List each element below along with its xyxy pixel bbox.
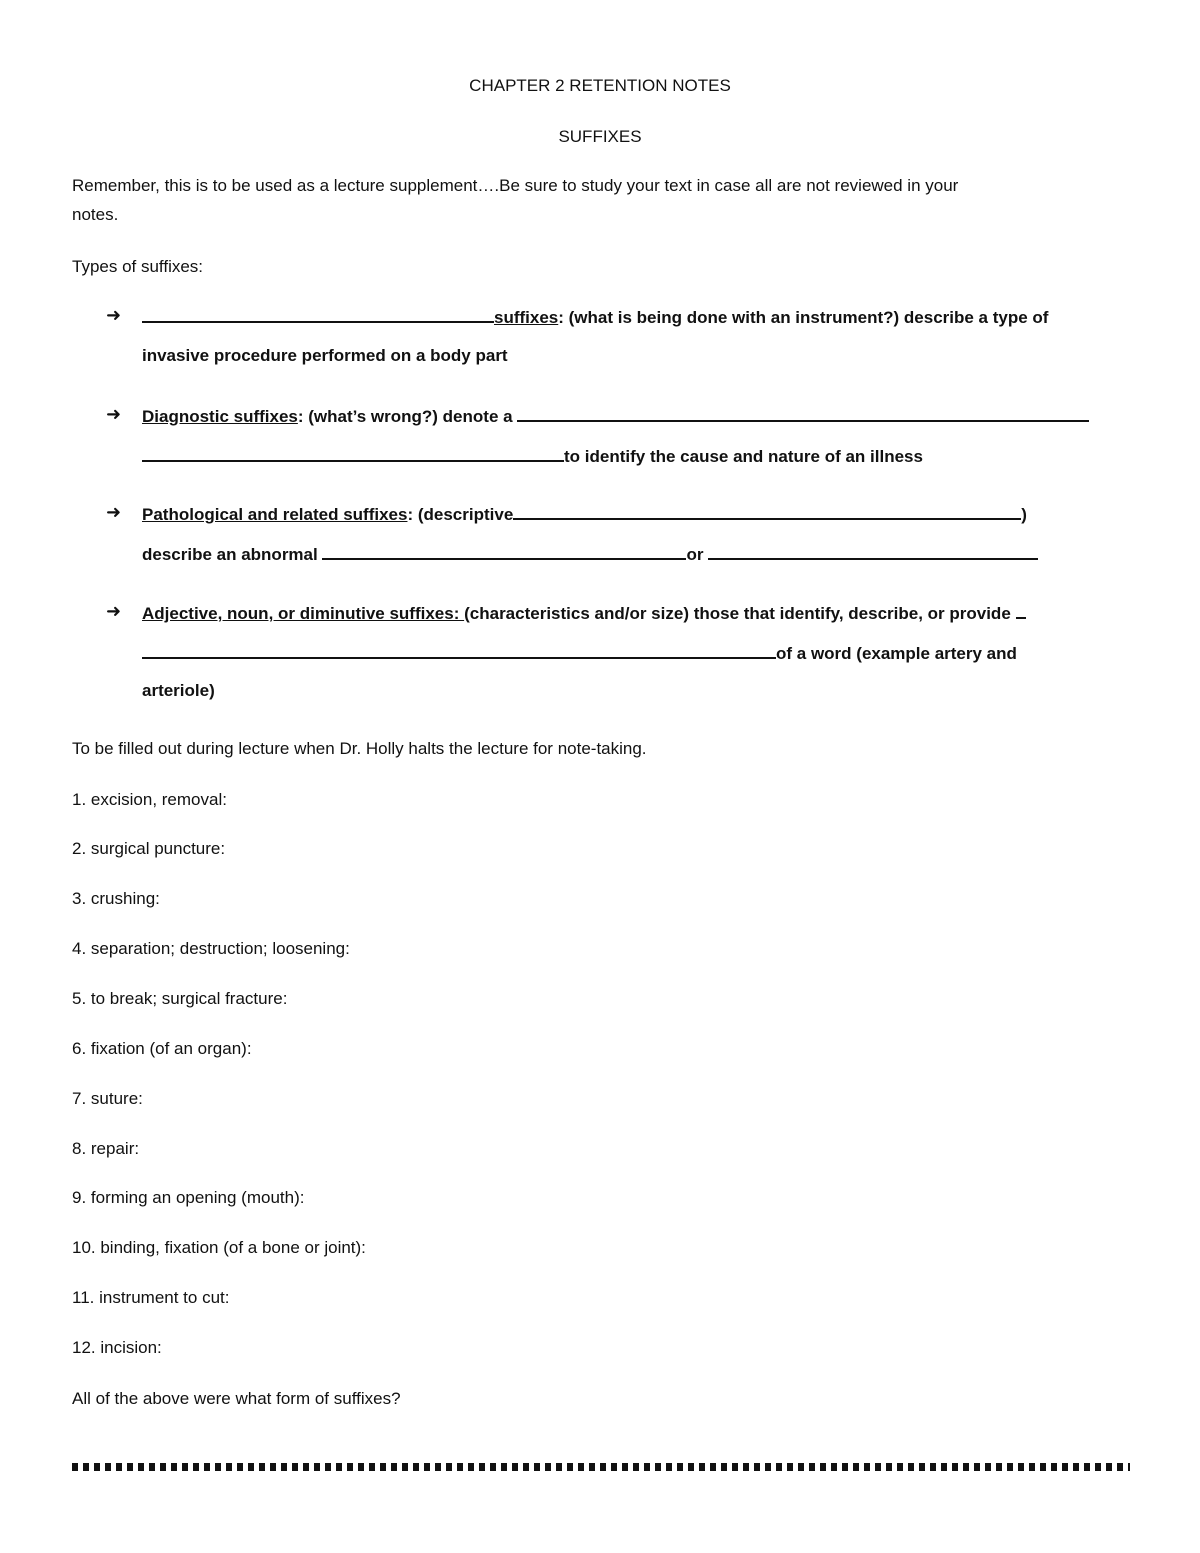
list-item: 7. suture: bbox=[72, 1089, 143, 1108]
right-arrow-icon: ➜ bbox=[106, 404, 122, 424]
right-arrow-icon: ➜ bbox=[106, 305, 122, 325]
right-arrow-icon: ➜ bbox=[106, 502, 122, 522]
bullet-3-close: ) bbox=[1021, 505, 1027, 524]
list-item: 3. crushing: bbox=[72, 889, 160, 908]
list-item: 8. repair: bbox=[72, 1139, 140, 1158]
list-item: 2. surgical puncture: bbox=[72, 839, 226, 858]
bullet-3-continuation: describe an abnormal bbox=[142, 545, 323, 564]
bullet-2-text: : (what’s wrong?) denote a bbox=[297, 407, 518, 426]
bullet-4-continuation: of a word (example artery and bbox=[776, 644, 1017, 663]
fill-blank[interactable] bbox=[142, 641, 776, 659]
fill-blank[interactable] bbox=[142, 305, 494, 323]
fill-blank[interactable] bbox=[322, 542, 686, 560]
bullet-4-label: Adjective, noun, or diminutive suffixes: bbox=[142, 604, 465, 623]
fill-blank[interactable] bbox=[142, 444, 564, 462]
bullet-3-or: or bbox=[686, 545, 709, 564]
fill-blank[interactable] bbox=[708, 542, 1038, 560]
intro-text-line-2: notes. bbox=[72, 205, 119, 224]
list-item: 5. to break; surgical fracture: bbox=[72, 989, 288, 1008]
bullet-3-label: Pathological and related suffixes bbox=[142, 505, 408, 524]
right-arrow-icon: ➜ bbox=[106, 601, 122, 621]
fill-blank[interactable] bbox=[1016, 601, 1026, 619]
fill-blank[interactable] bbox=[513, 502, 1021, 520]
bullet-4-line-2 bbox=[142, 641, 1017, 665]
list-item: 4. separation; destruction; loosening: bbox=[72, 939, 350, 958]
list-item: 6. fixation (of an organ): bbox=[72, 1039, 252, 1058]
closing-question: All of the above were what form of suffixes? bbox=[72, 1389, 401, 1408]
page-subtitle: SUFFIXES bbox=[558, 127, 642, 146]
intro-text-line-1: Remember, this is to be used as a lecture supplement….Be sure to study your text in case all are not reviewed in your bbox=[72, 176, 959, 195]
bullet-1-line-2: invasive procedure performed on a body part bbox=[142, 346, 508, 365]
bullet-4-line-3: arteriole) bbox=[142, 681, 215, 700]
list-item: 11. instrument to cut: bbox=[72, 1288, 230, 1307]
bullet-4-text: (characteristics and/or size) those that identify, describe, or provide bbox=[464, 604, 1016, 623]
bullet-2-continuation: to identify the cause and nature of an illness bbox=[564, 447, 923, 466]
lecture-note: To be filled out during lecture when Dr. Holly halts the lecture for note-taking. bbox=[72, 739, 647, 758]
bullet-1-line-1 bbox=[142, 305, 1048, 329]
bullet-1-text: : (what is being done with an instrument?) describe a type of bbox=[558, 308, 1049, 327]
list-item: 9. forming an opening (mouth): bbox=[72, 1188, 305, 1207]
bullet-3-line-1 bbox=[142, 502, 1027, 526]
bullet-3-line-2 bbox=[142, 542, 1038, 566]
dotted-divider bbox=[72, 1463, 1130, 1471]
bullet-2-line-1 bbox=[142, 404, 1089, 428]
bullet-2-line-2 bbox=[142, 444, 923, 468]
bullet-1-label: suffixes bbox=[494, 308, 559, 327]
page-title: CHAPTER 2 RETENTION NOTES bbox=[469, 76, 731, 95]
list-item: 1. excision, removal: bbox=[72, 790, 227, 809]
bullet-4-line-1 bbox=[142, 601, 1026, 625]
list-item: 12. incision: bbox=[72, 1338, 162, 1357]
list-item: 10. binding, fixation (of a bone or joint): bbox=[72, 1238, 366, 1257]
bullet-3-text: : (descriptive bbox=[407, 505, 514, 524]
bullet-2-label: Diagnostic suffixes bbox=[142, 407, 298, 426]
fill-blank[interactable] bbox=[517, 404, 1089, 422]
types-heading: Types of suffixes: bbox=[72, 257, 204, 276]
